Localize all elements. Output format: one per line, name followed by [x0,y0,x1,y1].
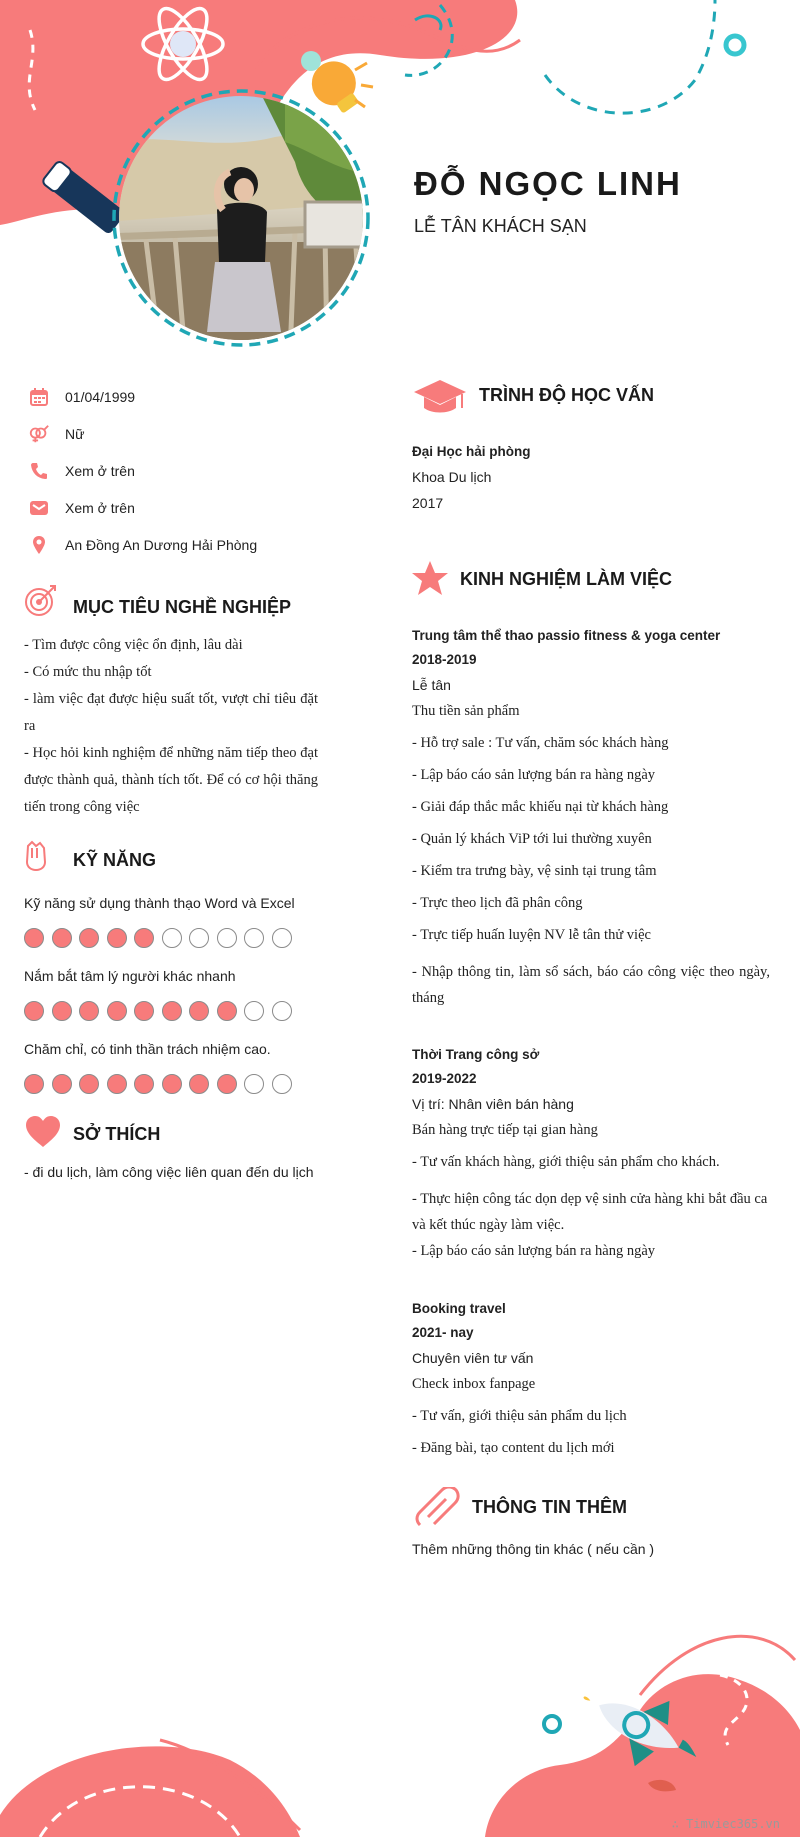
email-icon [28,497,50,519]
rating-dot-empty [244,1001,264,1021]
job-position: Vị trí: Nhân viên bán hàng [412,1096,574,1112]
job-period: 2019-2022 [412,1071,477,1086]
hobbies-text: - đi du lịch, làm công việc liên quan đến du lịch [24,1164,314,1180]
rating-dot-filled [24,928,44,948]
atom-icon [138,4,228,84]
job-period: 2021- nay [412,1325,474,1340]
job-title: LỄ TÂN KHÁCH SẠN [414,216,587,236]
rating-dot-empty [244,1074,264,1094]
job-company: Trung tâm thể thao passio fitness & yoga center [412,628,721,643]
rocket-icon [578,1685,708,1795]
job-line: - Kiểm tra trưng bày, vệ sinh tại trung tâm [412,863,657,879]
job-line: - Nhập thông tin, làm sổ sách, báo cáo công việc theo ngày, tháng [412,964,770,1006]
extra-text: Thêm những thông tin khác ( nếu cần ) [412,1541,655,1557]
graduation-cap-icon [412,378,468,416]
skill-rating [24,1074,292,1094]
rating-dot-empty [217,928,237,948]
job-line: - Thực hiện công tác dọn dẹp vệ sinh cửa hàng khi bắt đầu ca và kết thúc ngày làm việc. [412,1191,768,1233]
skill-label: Nắm bắt tâm lý người khác nhanh [24,968,236,984]
location-pin-icon [28,534,50,556]
rating-dot-filled [52,1001,72,1021]
education-title: TRÌNH ĐỘ HỌC VẤN [479,385,654,405]
gender-icon [28,423,50,445]
job-line: - Trực theo lịch đã phân công [412,895,583,911]
rating-dot-empty [244,928,264,948]
watermark: ∴ Timviec365.vn [671,1817,780,1831]
skills-title: KỸ NĂNG [73,850,157,870]
rating-dot-filled [134,1001,154,1021]
skill-rating [24,1001,292,1021]
rating-dot-filled [79,1074,99,1094]
job-line: Bán hàng trực tiếp tại gian hàng [412,1122,598,1138]
rating-dot-filled [24,1001,44,1021]
star-icon [411,560,449,596]
job-company: Thời Trang công sở [412,1047,540,1062]
contact-birthday [28,384,136,410]
objective-line: - Học hỏi kinh nghiệm để những năm tiếp theo đạt được thành quả, thành tích tốt. Để có cơ hội thăng tiến trong công việc [24,745,318,815]
rating-dot-empty [189,928,209,948]
rating-dot-filled [162,1001,182,1021]
extra-title: THÔNG TIN THÊM [472,1497,627,1517]
objective-line: - Có mức thu nhập tốt [24,664,152,680]
job-line: - Giải đáp thắc mắc khiếu nại từ khách hàng [412,799,669,815]
job-line: - Lập báo cáo sản lượng bán ra hàng ngày [412,1243,656,1259]
rating-dot-filled [24,1074,44,1094]
profile-photo [105,82,377,354]
heart-icon [24,1115,62,1149]
rating-dot-filled [107,1001,127,1021]
job-position: Lễ tân [412,677,451,693]
skill-rating [24,928,292,948]
rating-dot-empty [272,928,292,948]
job-line: - Trực tiếp huấn luyện NV lễ tân thử việc [412,927,651,943]
objective-title: MỤC TIÊU NGHỀ NGHIỆP [73,597,292,617]
fist-icon [24,840,48,872]
candidate-name: ĐỖ NGỌC LINH [414,165,682,202]
job-line: Thu tiền sản phẩm [412,703,520,719]
rating-dot-filled [52,1074,72,1094]
job-line: - Quản lý khách ViP tới lui thường xuyên [412,831,652,847]
phone-text[interactable]: Xem ở trên [65,463,135,479]
contact-gender [28,421,85,447]
contact-email [28,495,135,521]
phone-icon [28,460,50,482]
objective-line: - Tìm được công việc ổn định, lâu dài [24,637,243,653]
rating-dot-filled [217,1074,237,1094]
job-company: Booking travel [412,1301,506,1316]
rating-dot-empty [272,1074,292,1094]
address-text: An Đồng An Dương Hải Phòng [65,537,258,553]
rating-dot-filled [107,1074,127,1094]
contact-address [28,532,258,558]
job-line: - Đăng bài, tạo content du lịch mới [412,1440,615,1456]
birthday-text: 01/04/1999 [65,389,136,405]
paperclip-icon [414,1487,460,1529]
rating-dot-filled [217,1001,237,1021]
job-period: 2018-2019 [412,652,477,667]
email-text[interactable]: Xem ở trên [65,500,135,516]
hobbies-title: SỞ THÍCH [73,1124,161,1144]
job-position: Chuyên viên tư vấn [412,1350,534,1366]
objective-body [24,632,318,821]
rating-dot-filled [79,928,99,948]
rating-dot-filled [189,1001,209,1021]
calendar-icon [28,386,50,408]
skill-label: Kỹ năng sử dụng thành thạo Word và Excel [24,895,295,911]
education-year: 2017 [412,495,444,511]
rating-dot-empty [162,928,182,948]
gender-text: Nữ [65,426,85,442]
rating-dot-filled [162,1074,182,1094]
education-school: Đại Học hải phòng [412,444,531,459]
job-line: - Lập báo cáo sản lượng bán ra hàng ngày [412,767,656,783]
job-line: - Hỗ trợ sale : Tư vấn, chăm sóc khách hàng [412,735,669,751]
rating-dot-filled [52,928,72,948]
experience-title: KINH NGHIỆM LÀM VIỆC [460,569,673,589]
target-icon [24,583,58,617]
skill-label: Chăm chỉ, có tinh thần trách nhiệm cao. [24,1041,271,1057]
rating-dot-filled [107,928,127,948]
job-line: Check inbox fanpage [412,1376,536,1392]
rating-dot-filled [79,1001,99,1021]
objective-line: - làm việc đạt được hiệu suất tốt, vượt chỉ tiêu đặt ra [24,691,318,734]
rating-dot-filled [134,928,154,948]
rating-dot-filled [189,1074,209,1094]
job-line: - Tư vấn, giới thiệu sản phẩm du lịch [412,1408,627,1424]
job-line: - Tư vấn khách hàng, giới thiệu sản phẩm cho khách. [412,1154,720,1170]
rating-dot-empty [272,1001,292,1021]
contact-phone [28,458,135,484]
rating-dot-filled [134,1074,154,1094]
education-major: Khoa Du lịch [412,469,492,485]
